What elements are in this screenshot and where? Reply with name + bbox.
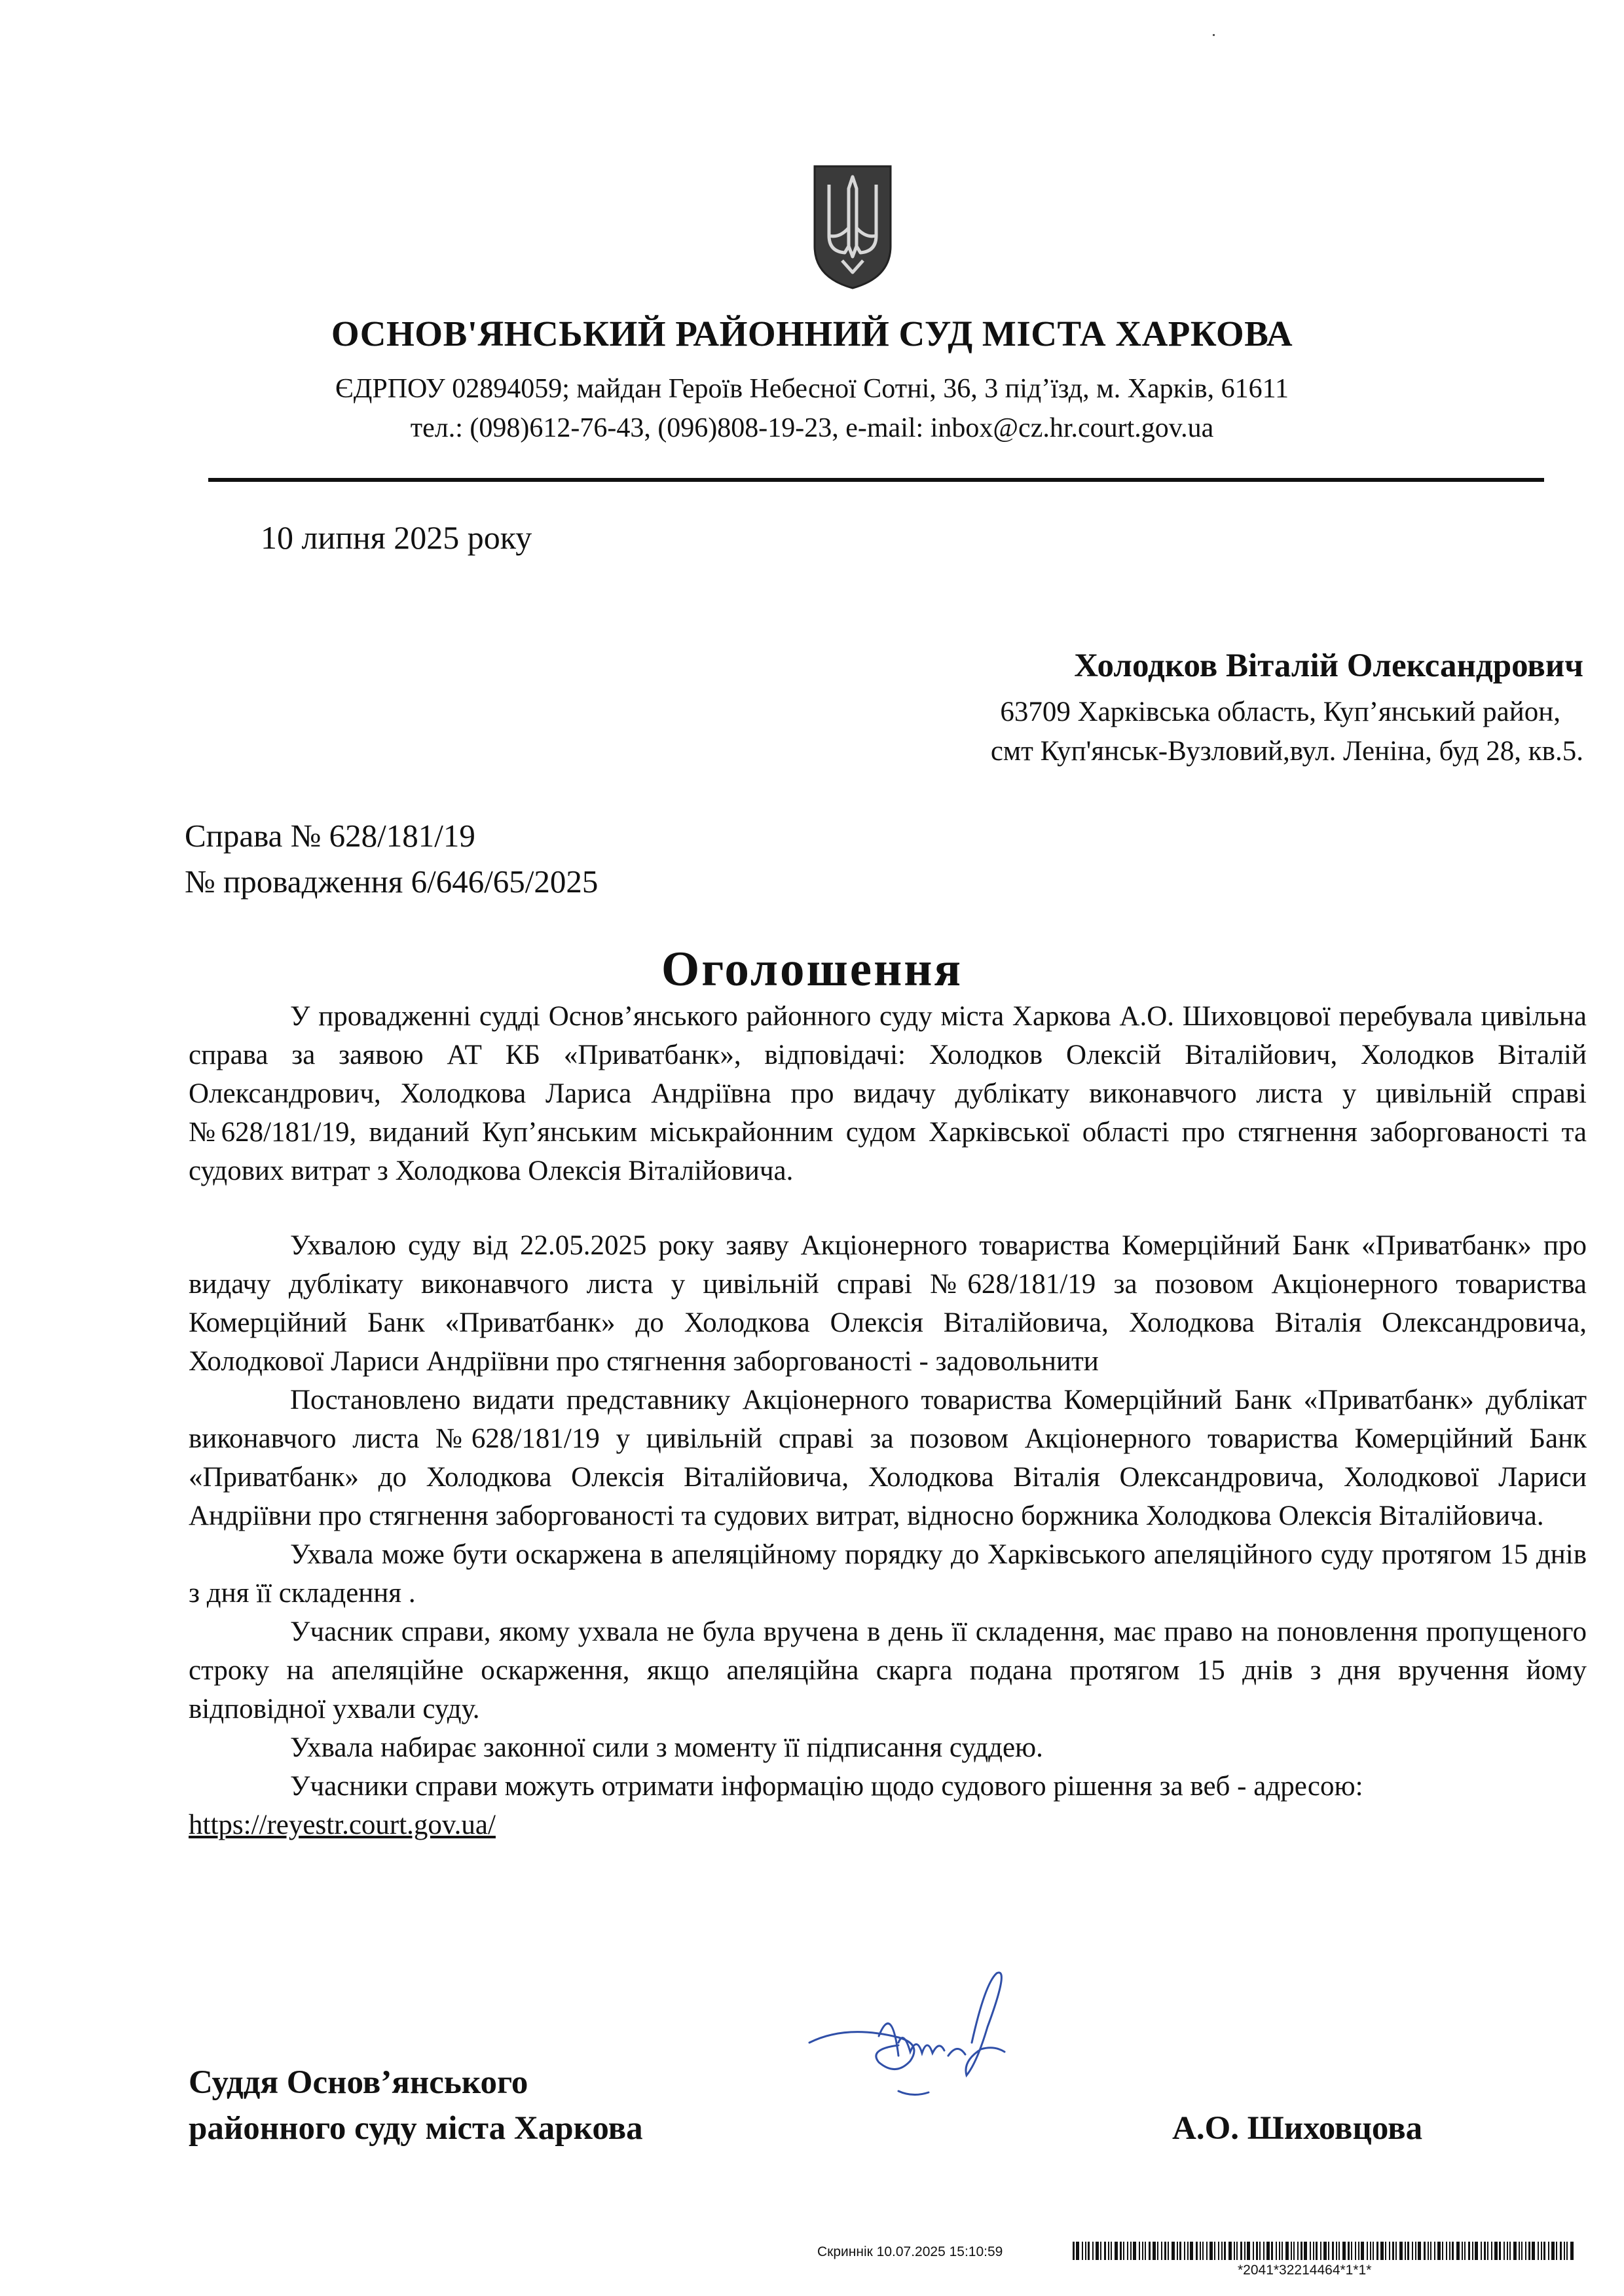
barcode-bar: [1108, 2242, 1109, 2260]
barcode-bar: [1499, 2242, 1501, 2260]
barcode-bar: [1442, 2242, 1443, 2260]
barcode-bar: [1240, 2242, 1242, 2260]
barcode-bar: [1200, 2242, 1201, 2260]
barcode-bar: [1336, 2242, 1337, 2260]
barcode-bar: [1351, 2242, 1352, 2260]
barcode-bar: [1236, 2242, 1238, 2260]
barcode-bar: [1507, 2242, 1508, 2260]
barcode-bar: [1161, 2242, 1162, 2260]
barcode-icon: [1073, 2242, 1577, 2260]
barcode-bar: [1271, 2242, 1273, 2260]
barcode-bar: [1361, 2242, 1364, 2260]
header-divider: [208, 478, 1544, 482]
barcode-bar: [1145, 2242, 1146, 2260]
barcode-bar: [1076, 2242, 1079, 2260]
barcode-bar: [1202, 2242, 1204, 2260]
barcode-bar: [1385, 2242, 1386, 2260]
judge-name: А.О. Шиховцова: [1172, 2110, 1423, 2147]
paragraph: Ухвала може бути оскаржена в апеляційному порядку до Харківського апеляційного суду протягом 15 днів з дня її складення .: [189, 1539, 1587, 1609]
link-line: [189, 1806, 1587, 1844]
barcode-bar: [1266, 2242, 1270, 2260]
barcode-bar: [1415, 2242, 1416, 2260]
barcode-bar: [1446, 2242, 1447, 2260]
barcode-bar: [1468, 2242, 1470, 2260]
barcode-bar: [1184, 2242, 1185, 2260]
barcode-bar: [1301, 2242, 1302, 2260]
barcode-bar: [1560, 2242, 1562, 2260]
barcode-bar: [1177, 2242, 1178, 2260]
barcode-bar: [1328, 2242, 1329, 2260]
paragraph: Постановлено видати представнику Акціонерного товариства Комерційний Банк «Приватбанк» дублікат виконавчого листа №628/181/19 у цивільній справі за позовом Акціонерного товариства Комерційний Банк «Приватбанк» до Холодкова Олексія Віталійовича, Холодкова Віталія Олександровича, Холодкової Лариси Андріївни про стягнення заборгованості та судових витрат, відносно боржника Холодкова Олексія Віталійовича.: [189, 1385, 1587, 1531]
barcode-bar: [1556, 2242, 1557, 2260]
barcode-bar: [1276, 2242, 1277, 2260]
court-address: ЄДРПОУ 02894059; майдан Героїв Небесної Сотні, 36, 3 під’їзд, м. Харків, 61611: [335, 374, 1289, 404]
judge-title-line-1: Суддя Основ’янського: [189, 2064, 528, 2101]
barcode-bar: [1263, 2242, 1264, 2260]
barcode-bar: [1142, 2242, 1143, 2260]
barcode-bar: [1348, 2242, 1350, 2260]
barcode-bar: [1104, 2242, 1106, 2260]
barcode-bar: [1111, 2242, 1112, 2260]
barcode-bar: [1566, 2242, 1568, 2260]
barcode-bar: [1392, 2242, 1394, 2260]
barcode-bar: [1538, 2242, 1539, 2260]
barcode-bar: [1120, 2242, 1122, 2260]
barcode-bar: [1481, 2242, 1482, 2260]
barcode-text: *2041*32214464*1*1*: [1238, 2263, 1372, 2278]
barcode-bar: [1376, 2242, 1378, 2260]
document-date: 10 липня 2025 року: [261, 519, 532, 556]
barcode-bar: [1133, 2242, 1136, 2260]
barcode-bar: [1127, 2242, 1128, 2260]
paragraph: Ухвалою суду від 22.05.2025 року заяву Акціонерного товариства Комерційний Банк «Приватбанк» про видачу дублікату виконавчого листа у цивільній справі №628/181/19 за позовом Акціонерного товариства Комерційний Банк «Приватбанк» до Холодкова Олексія Віталійовича, Холодкова Віталія Олександровича, Холодкової Лариси Андріївни про стягнення заборгованості - задовольнити: [189, 1230, 1587, 1377]
barcode-bar: [1291, 2242, 1292, 2260]
barcode-bar: [1484, 2242, 1486, 2260]
barcode-bar: [1316, 2242, 1318, 2260]
barcode-bar: [1418, 2242, 1421, 2260]
barcode-bar: [1532, 2242, 1535, 2260]
barcode-bar: [1395, 2242, 1397, 2260]
recipient-address-line-2: смт Куп'янськ-Вузловий,вул. Леніна, буд 28, кв.5.: [990, 736, 1583, 767]
announcement-body: [189, 997, 1587, 1844]
barcode-bar: [1487, 2242, 1488, 2260]
barcode-bar: [1206, 2242, 1208, 2260]
barcode-bar: [1082, 2242, 1083, 2260]
barcode-bar: [1088, 2242, 1090, 2260]
barcode-bar: [1358, 2242, 1359, 2260]
barcode-bar: [1332, 2242, 1334, 2260]
scan-label: Скриннік 10.07.2025 15:10:59: [817, 2244, 1003, 2259]
barcode-bar: [1373, 2242, 1374, 2260]
barcode-bar: [1153, 2242, 1156, 2260]
barcode-bar: [1214, 2242, 1215, 2260]
barcode-bar: [1525, 2242, 1526, 2260]
barcode-bar: [1434, 2242, 1435, 2260]
barcode-bar: [1504, 2242, 1505, 2260]
barcode-bar: [1313, 2242, 1314, 2260]
barcode-bar: [1253, 2242, 1254, 2260]
barcode-bar: [1519, 2242, 1520, 2260]
recipient-address-line-1: 63709 Харківська область, Куп’янський район,: [1000, 697, 1560, 727]
barcode-bar: [1293, 2242, 1295, 2260]
paragraph: Учасники справи можуть отримати інформацію щодо судового рішення за веб - адресою:: [290, 1771, 1363, 1802]
paragraph: У провадженні судді Основ’янського районного суду міста Харкова А.О. Шиховцової перебувала цивільна справа за заявою АТ КБ «Приватбанк», відповідачі: Холодков Олексій Віталійович, Холодков Віталій Олександрович, Холодкова Лариса Андріївна про видачу дублікату виконавчого листа у цивільній справі №628/181/19, виданий Куп’янським міськрайонним судом Харківської області про стягнення заборгованості та судових витрат з Холодкова Олексія Віталійовича.: [189, 1001, 1587, 1186]
barcode-bar: [1399, 2242, 1403, 2260]
barcode-bar: [1100, 2242, 1101, 2260]
proceeding-number: № провадження 6/646/65/2025: [185, 864, 599, 900]
scan-speck: [1213, 34, 1215, 36]
barcode-bar: [1259, 2242, 1261, 2260]
barcode-bar: [1462, 2242, 1463, 2260]
barcode-bar: [1149, 2242, 1151, 2260]
trident-coat-of-arms-icon: [811, 162, 895, 291]
barcode-bar: [1218, 2242, 1219, 2260]
barcode-bar: [1168, 2242, 1169, 2260]
barcode-bar: [1297, 2242, 1299, 2260]
barcode-bar: [1282, 2242, 1283, 2260]
barcode-bar: [1430, 2242, 1431, 2260]
barcode-bar: [1491, 2242, 1492, 2260]
paragraph: Ухвала набирає законної сили з моменту її підписання суддею.: [290, 1732, 1043, 1763]
barcode-bar: [1407, 2242, 1409, 2260]
barcode-bar: [1380, 2242, 1384, 2260]
barcode-bar: [1096, 2242, 1099, 2260]
barcode-bar: [1092, 2242, 1094, 2260]
court-registry-link[interactable]: https://reyestr.court.gov.ua/: [189, 1810, 496, 1840]
barcode-bar: [1570, 2242, 1574, 2260]
barcode-bar: [1428, 2242, 1429, 2260]
barcode-bar: [1464, 2242, 1466, 2260]
barcode-bar: [1338, 2242, 1340, 2260]
barcode-bar: [1164, 2242, 1166, 2260]
barcode-bar: [1209, 2242, 1213, 2260]
barcode-bar: [1543, 2242, 1545, 2260]
judge-title-line-2: районного суду міста Харкова: [189, 2110, 643, 2147]
barcode-bar: [1456, 2242, 1460, 2260]
barcode-bar: [1115, 2242, 1118, 2260]
barcode-bar: [1139, 2242, 1140, 2260]
paragraph: Учасник справи, якому ухвала не була вручена в день її складення, має право на поновлення пропущеного строку на апеляційне оскарження, якщо апеляційна скарга подана протягом 15 днів з дня вручення йому відповідної ухвали суду.: [189, 1616, 1587, 1724]
barcode-bar: [1528, 2242, 1530, 2260]
barcode-bar: [1130, 2242, 1132, 2260]
barcode-bar: [1564, 2242, 1565, 2260]
barcode-bar: [1389, 2242, 1390, 2260]
barcode-bar: [1521, 2242, 1522, 2260]
barcode-bar: [1494, 2242, 1498, 2260]
barcode-bar: [1234, 2242, 1235, 2260]
barcode-bar: [1323, 2242, 1327, 2260]
barcode-bar: [1320, 2242, 1321, 2260]
barcode-bar: [1355, 2242, 1356, 2260]
recipient-name: Холодков Віталій Олександрович: [1074, 647, 1583, 684]
barcode-bar: [1285, 2242, 1289, 2260]
barcode-bar: [1412, 2242, 1413, 2260]
barcode-bar: [1179, 2242, 1181, 2260]
barcode-bar: [1367, 2242, 1368, 2260]
barcode-bar: [1452, 2242, 1454, 2260]
court-title: ОСНОВ'ЯНСЬКИЙ РАЙОННИЙ СУД МІСТА ХАРКОВА: [331, 314, 1293, 354]
handwritten-signature-icon: [800, 1964, 1082, 2115]
barcode-bar: [1342, 2242, 1346, 2260]
barcode-bar: [1224, 2242, 1226, 2260]
barcode-bar: [1157, 2242, 1158, 2260]
barcode-bar: [1310, 2242, 1311, 2260]
barcode-bar: [1475, 2242, 1478, 2260]
barcode-bar: [1073, 2242, 1075, 2260]
barcode-bar: [1187, 2242, 1189, 2260]
barcode-bar: [1509, 2242, 1511, 2260]
barcode-bar: [1513, 2242, 1517, 2260]
barcode-bar: [1541, 2242, 1542, 2260]
barcode-bar: [1548, 2242, 1549, 2260]
announcement-title: Оголошення: [661, 942, 963, 996]
barcode-bar: [1190, 2242, 1193, 2260]
barcode-bar: [1085, 2242, 1086, 2260]
barcode-bar: [1437, 2242, 1441, 2260]
barcode-bar: [1247, 2242, 1250, 2260]
court-contacts: тел.: (098)612-76-43, (096)808-19-23, e-mail: inbox@cz.hr.court.gov.ua: [410, 413, 1214, 443]
barcode-bar: [1304, 2242, 1307, 2260]
barcode-bar: [1279, 2242, 1280, 2260]
barcode-bar: [1228, 2242, 1232, 2260]
barcode-bar: [1424, 2242, 1426, 2260]
barcode-bar: [1256, 2242, 1258, 2260]
barcode-bar: [1172, 2242, 1175, 2260]
barcode-bar: [1551, 2242, 1555, 2260]
barcode-bar: [1123, 2242, 1124, 2260]
barcode-bar: [1449, 2242, 1450, 2260]
barcode-bar: [1221, 2242, 1223, 2260]
barcode-bar: [1196, 2242, 1198, 2260]
barcode-bar: [1244, 2242, 1246, 2260]
barcode-bar: [1472, 2242, 1473, 2260]
case-number: Справа № 628/181/19: [185, 818, 475, 854]
barcode-bar: [1405, 2242, 1406, 2260]
barcode-bar: [1370, 2242, 1371, 2260]
